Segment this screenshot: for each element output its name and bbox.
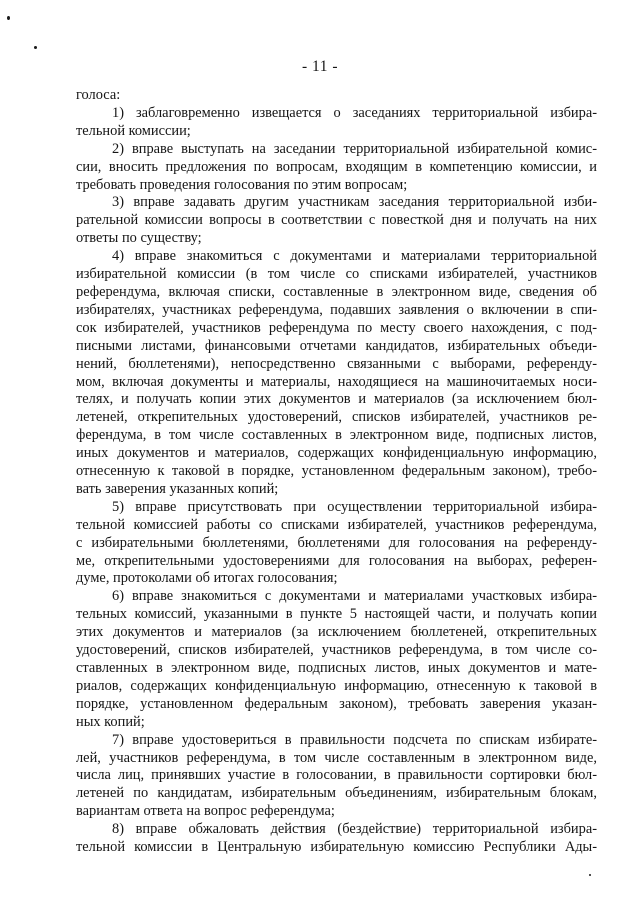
text-line: летеней по кандидатам, избирательным объединениям, избирательным блокам, bbox=[76, 785, 597, 802]
text-line: иных документов и материалов, содержащих конфиденциальную информацию, bbox=[76, 445, 597, 462]
text-line: ответы по существу; bbox=[76, 230, 202, 247]
text-line: мом, включая документы и материалы, находящиеся на машиночитаемых носи- bbox=[76, 373, 597, 390]
text-line: 3) вправе задавать другим участникам заседания территориальной изби- bbox=[112, 194, 597, 211]
text-line: референдума, включая списки, составленные в электронном виде, сведения об bbox=[76, 283, 597, 300]
text-line: 6) вправе знакомиться с документами и материалами участковых избира- bbox=[112, 588, 597, 605]
text-line: писными листами, финансовыми отчетами кандидатов, избирательных объеди- bbox=[76, 337, 597, 354]
text-line: летеней, открепительных удостоверений, списков избирателей, участников ре- bbox=[76, 409, 597, 426]
text-line: голоса: bbox=[76, 87, 121, 103]
text-line: ставленных в электронном виде, подписных листов, иных документов и мате- bbox=[76, 660, 597, 676]
text-line: тельной комиссии; bbox=[76, 122, 191, 139]
text-line: 2) вправе выступать на заседании территориальной избирательной комис- bbox=[112, 140, 597, 157]
text-line: избирателях, участниках референдума, подавших заявления о включении в спи- bbox=[76, 301, 597, 318]
text-line: сии, вносить предложения по вопросам, входящим в компетенцию комиссии, и bbox=[76, 158, 597, 175]
document-body bbox=[76, 87, 597, 857]
text-line: лей, участников референдума, в том числе составленным в электронном виде, bbox=[76, 749, 597, 766]
text-line: удостоверений, списков избирателей, участников референдума, в том числе со- bbox=[76, 642, 597, 659]
text-line: 4) вправе знакомиться с документами и материалами территориальной bbox=[112, 248, 597, 265]
text-line: телях, и получать копии этих документов и материалов (за исключением бюл- bbox=[76, 391, 597, 408]
text-line: избирательной комиссии (в том числе со списками избирателей, участников bbox=[76, 266, 597, 283]
text-line: 8) вправе обжаловать действия (бездействие) территориальной избира- bbox=[112, 821, 597, 838]
text-line: требовать проведения голосования по этим вопросам; bbox=[76, 176, 408, 193]
text-line: рательной комиссии вопросы в соответствии с повесткой дня и получать на них bbox=[76, 212, 597, 229]
text-line: 5) вправе присутствовать при осуществлении территориальной избира- bbox=[112, 498, 597, 515]
text-line: тельной комиссией работы со списками избирателей, участников референдума, bbox=[76, 516, 597, 533]
text-line: порядке, установленном федеральным законом), требовать заверения указан- bbox=[76, 695, 597, 712]
text-line: ных копий; bbox=[76, 713, 145, 730]
scan-speck bbox=[589, 874, 591, 876]
text-line: 7) вправе удостовериться в правильности подсчета по спискам избирате- bbox=[112, 731, 597, 748]
text-line: ферендума, в том числе составленных в электронном виде, подписных листов, bbox=[76, 427, 597, 444]
text-line: 1) заблаговременно извещается о заседаниях территориальной избира- bbox=[112, 104, 597, 121]
text-line: сок избирателей, участников референдума по месту своего нахождения, с под- bbox=[76, 319, 597, 336]
text-line: этих документов и материалов (за исключением бюллетеней, открепительных bbox=[76, 624, 597, 641]
scan-speck bbox=[7, 16, 10, 20]
text-line: вать заверения указанных копий; bbox=[76, 480, 279, 497]
text-line: думе, протоколами об итогах голосования; bbox=[76, 570, 338, 587]
text-line: с избирательными бюллетенями, бюллетенями для голосования на референду- bbox=[76, 534, 597, 551]
text-line: тельных комиссий, указанными в пункте 5 настоящей части, и получать копии bbox=[76, 606, 597, 623]
text-line: нений, бюллетенями), непосредственно связанными с выборами, референду- bbox=[76, 355, 597, 372]
text-line: отнесенную к таковой в порядке, установленном федеральным законом), требо- bbox=[76, 463, 597, 480]
text-line: ме, открепительными удостоверениями для голосования на выборах, референ- bbox=[76, 552, 597, 569]
text-line: риалов, содержащих конфиденциальную информацию, отнесенную к таковой в bbox=[76, 677, 597, 694]
text-line: числа лиц, принявших участие в голосовании, в правильности сортировки бюл- bbox=[76, 767, 597, 784]
scan-speck bbox=[34, 46, 37, 49]
page-number: - 11 - bbox=[302, 58, 338, 75]
text-line: вариантам ответа на вопрос референдума; bbox=[76, 803, 335, 820]
text-line: тельной комиссии в Центральную избирательную комиссию Республики Ады- bbox=[76, 839, 597, 856]
